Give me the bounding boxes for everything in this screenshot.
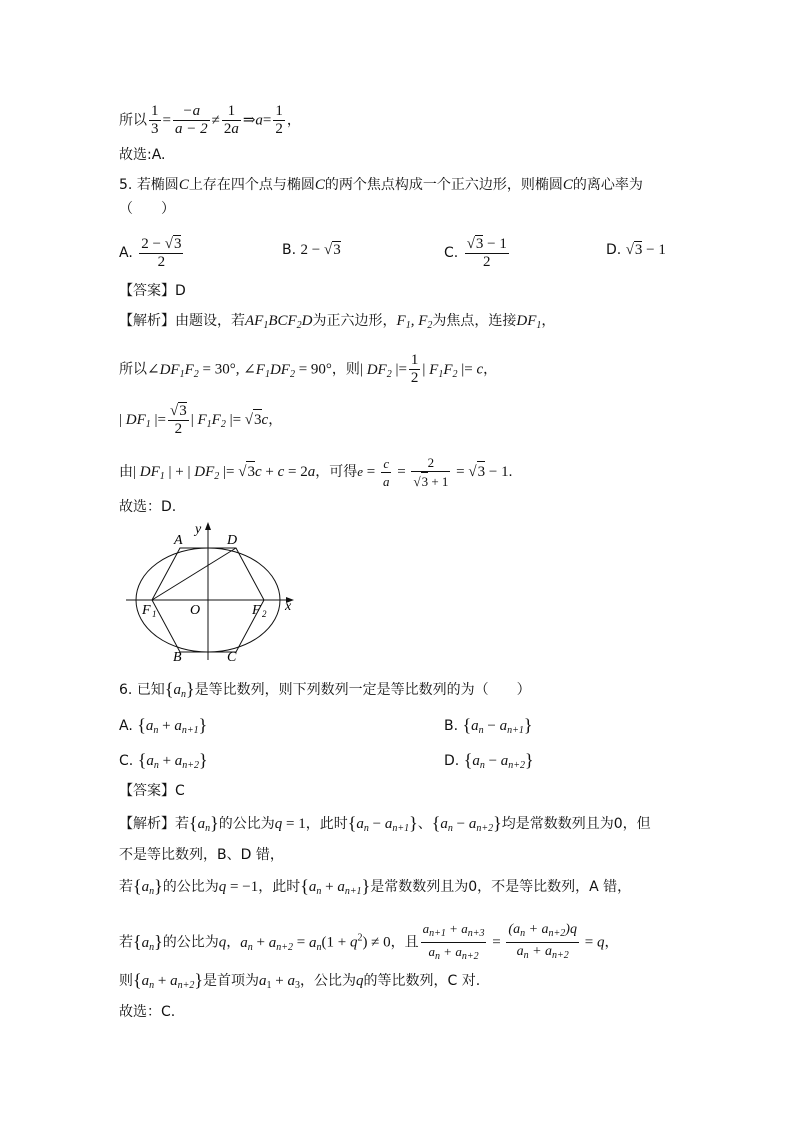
q5-option-c: C. $\frac{√3 - 1}{2}$	[444, 236, 507, 270]
answer-value: D	[175, 283, 186, 299]
analysis-text: 则	[119, 973, 133, 989]
q5-option-b: B. 2 − √3	[282, 242, 341, 258]
analysis-text: 为焦点，连接	[432, 313, 517, 329]
answer-choice-a: 故选:A.	[119, 147, 166, 163]
analysis-label: 【解析】	[119, 816, 175, 832]
analysis-text: 的等比数列，C 对.	[363, 973, 481, 989]
analysis-text: 若	[119, 934, 133, 951]
q5-stem-part: 的两个焦点构成一个正六边形，则椭圆	[324, 177, 563, 193]
label-y: y	[195, 522, 202, 537]
analysis-text: 若	[119, 879, 133, 895]
q5-stem: 5. 若椭圆C上存在四个点与椭圆C的两个焦点构成一个正六边形，则椭圆C的离心率为	[119, 177, 643, 193]
q6-option-c: C. $\{a_n + a_{n+2}\}$	[119, 750, 208, 771]
q5-stem-part: 的离心率为	[572, 177, 643, 193]
segment-df1	[152, 548, 236, 600]
ellipse-hexagon-figure	[122, 520, 312, 665]
q6-analysis-line1: 【解析】若$\{a_n\}$的公比为q = 1，此时$\{a_n - a_{n+1}\}$、$\{a_n - a_{n+2}\}$均是常数数列且为0，但	[119, 813, 651, 834]
analysis-text: 均是常数数列且为	[501, 816, 614, 832]
analysis-text: 的公比为	[162, 934, 219, 951]
analysis-text: 是首项为	[203, 973, 259, 989]
answer-choice-d: 故选：D.	[119, 499, 177, 515]
option-label: C.	[119, 753, 134, 769]
analysis-text: 由题设，若	[175, 313, 245, 329]
analysis-text: 的公比为	[162, 879, 219, 895]
label-f1-sub: 1	[152, 609, 157, 619]
answer-choice-c: 故选：C.	[119, 1004, 176, 1020]
q6-number: 6.	[119, 682, 133, 698]
option-label: D.	[444, 753, 460, 769]
label-c: C	[227, 650, 237, 665]
q6-stem-part: 已知	[136, 682, 165, 698]
analysis-text: ，此时	[258, 879, 301, 895]
analysis-text: 为正六边形，	[312, 313, 397, 329]
analysis-text: 由	[119, 464, 133, 480]
q6-analysis-line4: 若$\{a_n\}$的公比为q，$a_n + a_{n+2} = a_n(1 + q^2) \ne 0$，且 $\frac{a_{n+1} + a_{n+3}}{a_n + a_{n+2}}$ = $\frac{(a_n + a_{n+2})q}{a_n + a_{n+2}}$ = q，	[119, 921, 619, 962]
q5-number: 5.	[119, 177, 133, 193]
q5-answer	[119, 281, 186, 301]
analysis-text: ，且	[390, 934, 419, 951]
text-suoyi: 所以	[119, 112, 147, 129]
label-x: x	[285, 599, 292, 614]
q6-option-a: A. $\{a_n + a_{n+1}\}$	[119, 715, 208, 736]
q5-analysis-line4: 由| $DF_1$ | + | $DF_2$ |= √3c + c = 2a，可得e = $\frac{c}{a}$ = $\frac{2}{√3 + 1}$ = √3 − 1.	[119, 455, 513, 489]
analysis-label: 【解析】	[119, 313, 175, 329]
q6-stem-part: 是等比数列，则下列数列一定是等比数列的为（ ）	[194, 682, 531, 698]
label-f2: F	[252, 603, 261, 618]
analysis-text: 、	[417, 816, 432, 832]
analysis-text: 的公比为	[218, 816, 275, 832]
q6-analysis-line3: 若$\{a_n\}$的公比为q = −1，此时$\{a_n + a_{n+1}\}$是常数数列且为0，不是等比数列，A 错，	[119, 876, 632, 897]
q5-paren: （ ）	[119, 201, 175, 217]
option-label: B.	[444, 718, 459, 734]
analysis-text: ，公比为	[299, 973, 356, 989]
label-a: A	[174, 533, 183, 548]
label-f2-sub: 2	[262, 609, 267, 619]
analysis-text: ，此时	[305, 816, 348, 832]
q5-analysis-line1: 【解析】由题设，若$AF_1BCF_2D$为正六边形，$F_1$, $F_2$为焦点，连接$DF_1$，	[119, 313, 556, 331]
option-label: D.	[606, 242, 622, 258]
analysis-text: 0，但	[613, 816, 651, 832]
q6-option-b: B. $\{a_n - a_{n+1}\}$	[444, 715, 533, 736]
answer-label: 【答案】	[119, 783, 175, 799]
q6-stem: 6. 已知$\{a_n\}$是等比数列，则下列数列一定是等比数列的为（ ）	[119, 679, 531, 700]
answer-value: C	[175, 783, 185, 799]
line-conclusion-q4: 所以 $\frac{1}{3}$ = $\frac{-a}{a - 2}$ ≠ $\frac{1}{2a}$ ⇒a= $\frac{1}{2}$ ，	[119, 103, 301, 137]
q5-stem-part: 若椭圆	[136, 177, 179, 193]
q6-analysis-line5: 则$\{a_n + a_{n+2}\}$是首项为$a_1 + a_3$，公比为q的等比数列，C 对.	[119, 970, 481, 991]
q5-analysis-line2: 所以$\angle DF_1F_2 = 30^\circ$, $\angle F_1DF_2 = 90^\circ$，则| $DF_2$ |= $\frac{1}{2}$ | $F_1F_2$ |= c，	[119, 352, 498, 386]
option-label: A.	[119, 245, 133, 261]
analysis-text: 是常数数列且为	[370, 879, 469, 895]
q5-option-a: A. $\frac{2 - √3}{2}$	[119, 236, 182, 270]
analysis-text: ，则	[331, 361, 360, 378]
analysis-text: 0，不是等比数列，A 错，	[468, 879, 632, 895]
option-label: C.	[444, 245, 459, 261]
analysis-text: 若	[175, 816, 189, 832]
q6-option-d: D. $\{a_n - a_{n+2}\}$	[444, 750, 534, 771]
label-d: D	[227, 533, 238, 548]
q6-answer	[119, 781, 185, 801]
label-f1: F	[142, 603, 151, 618]
label-o: O	[190, 603, 201, 618]
option-label: B.	[282, 242, 297, 258]
analysis-text: ，可得	[315, 464, 358, 480]
label-b: B	[173, 650, 182, 665]
q6-analysis-line2: 不是等比数列，B、D 错，	[119, 847, 284, 863]
q5-stem-part: 上存在四个点与椭圆	[188, 177, 315, 193]
q5-option-d: D. √3 − 1	[606, 242, 666, 258]
answer-label: 【答案】	[119, 283, 175, 299]
analysis-text: 所以	[119, 361, 147, 378]
y-axis-arrow	[205, 522, 211, 530]
option-label: A.	[119, 718, 133, 734]
q5-analysis-line3: | $DF_1$ |= $\frac{√3}{2}$ | $F_1F_2$ |= √3c，	[119, 403, 283, 437]
